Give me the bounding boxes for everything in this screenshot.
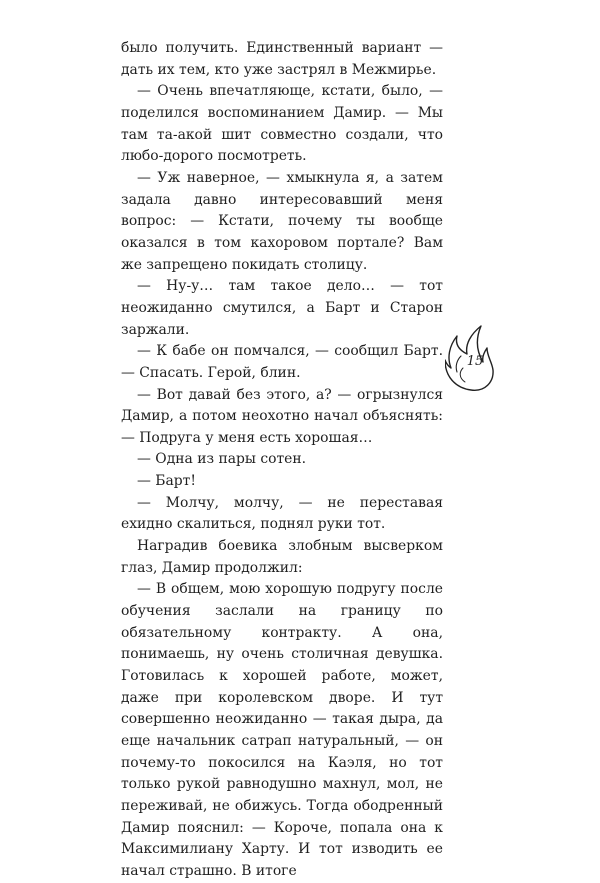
paragraph-6: — Вот давай без этого, а? — огрызнулся Дамир, а потом неохотно начал объяснять: — Подруга у меня есть хорошая… [121,386,443,446]
paragraph-1: было получить. Единственный вариант — дать их тем, кто уже застрял в Межмирье. [121,40,443,78]
paragraph-7: — Одна из пары сотен. [137,451,307,468]
paragraph-5: — К бабе он помчался, — сообщил Барт. — Спасать. Герой, блин. [121,343,443,381]
page-number: 15 [466,354,484,369]
paragraph-2: — Очень впечатляюще, кстати, было, — поделился воспоминанием Дамир. — Мы там та-акой шит совместно создали, что любо-дорого посмотреть. [121,83,443,165]
paragraph-9: — Молчу, молчу, — не переставая ехидно скалиться, поднял руки тот. [121,494,443,533]
paragraph-8: — Барт! [137,473,196,490]
paragraph-4: — Ну-у… там такое дело… — тот неожиданно смутился, а Барт и Старон заржали. [121,278,443,338]
book-page-text [121,38,443,883]
paragraph-11: — В общем, мою хорошую подругу после обучения заслали на границу по обязательному контракту. А она, понимаешь, ну очень столичная девушка. Готовилась к хорошей работе, может, даже при королевском дворе. И тут совершенно неожиданно — такая дыра, да еще начальник сатрап натуральный, — он почему-то покосился на Каэля, но тот только рукой равнодушно махнул, мол, не переживай, не обижусь. Тогда ободренный Дамир пояснил: — Короче, попала она к Максимилиану Харту. И тот изводить ее начал страшно. В итоге [121,581,443,879]
paragraph-10: Наградив боевика злобным высверком глаз, Дамир продолжил: [121,538,443,576]
paragraph-3: — Уж наверное, — хмыкнула я, а затем задала давно интересовавший меня вопрос: — Кстати, почему ты вообще оказался в том кахоровом портале? Вам же запрещено покидать столицу. [121,169,443,273]
